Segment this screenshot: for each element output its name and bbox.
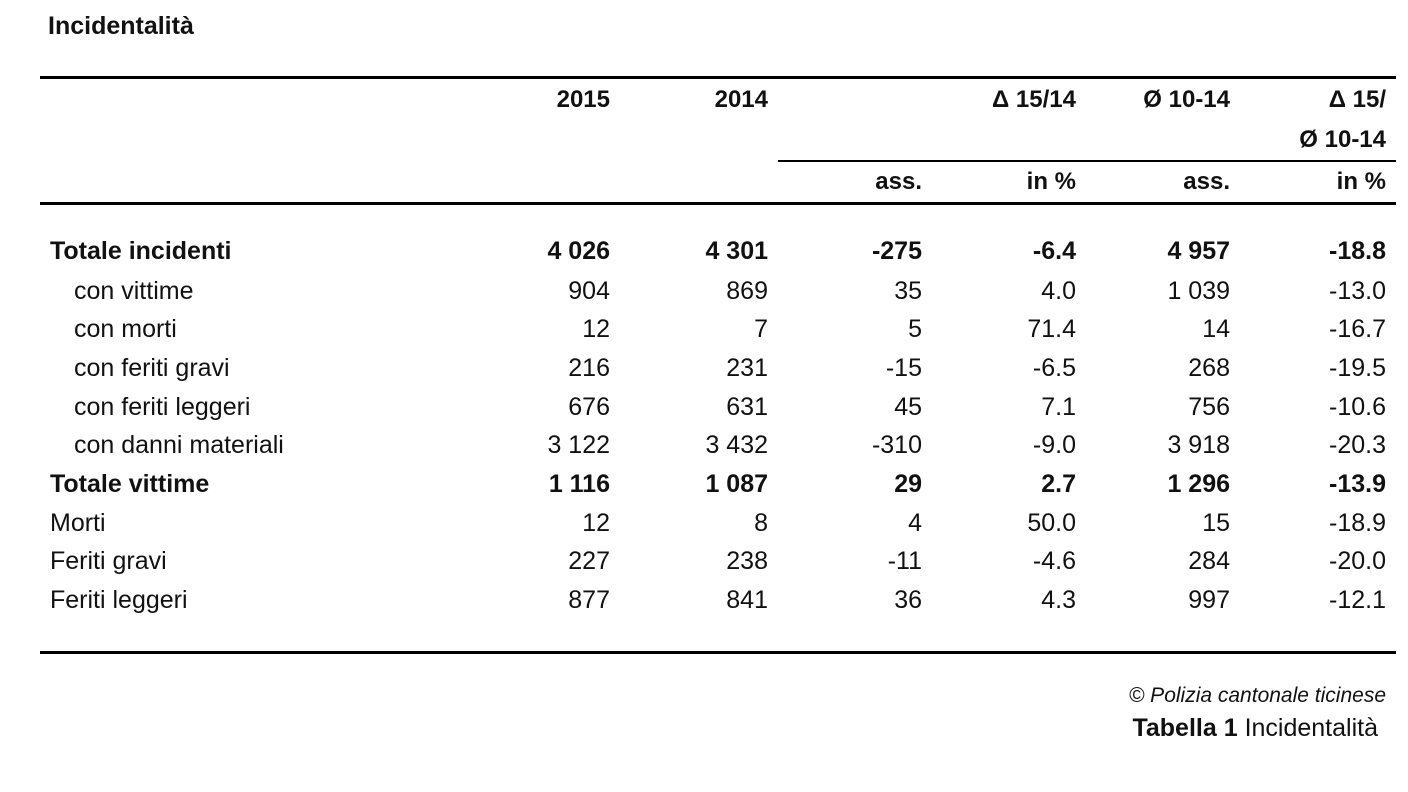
cell-ass: -11 <box>887 547 922 575</box>
cell-avg: 4 957 <box>1167 237 1230 265</box>
cell-2015: 676 <box>568 393 610 421</box>
table-row <box>0 542 1408 581</box>
subheader-rule <box>778 160 1396 162</box>
header-2014: 2014 <box>714 86 768 113</box>
row-label: con feriti gravi <box>74 354 230 382</box>
cell-2014: 869 <box>726 277 768 305</box>
caption-label: Tabella 1 <box>1132 714 1238 742</box>
cell-avg: 14 <box>1202 315 1230 343</box>
cell-ass: 35 <box>894 277 922 305</box>
header-delta-avg-line2: Ø 10-14 <box>1299 126 1386 153</box>
cell-avg: 1 039 <box>1167 277 1230 305</box>
source-credit: © Polizia cantonale ticinese <box>1128 684 1386 707</box>
table-row <box>0 310 1408 349</box>
table-row <box>0 272 1408 311</box>
cell-pct-avg: -16.7 <box>1329 315 1386 343</box>
cell-pct: -6.4 <box>1032 237 1076 265</box>
cell-2015: 12 <box>582 509 610 537</box>
subheader-in-pct: in % <box>1026 168 1076 195</box>
table-row <box>0 465 1408 504</box>
header-2015: 2015 <box>556 86 610 113</box>
row-label: Feriti gravi <box>50 547 167 575</box>
cell-avg: 997 <box>1188 586 1230 614</box>
cell-pct-avg: -20.3 <box>1329 431 1386 459</box>
bottom-rule <box>40 651 1396 654</box>
subheader-ass-avg: ass. <box>1183 168 1230 195</box>
row-label: Totale vittime <box>50 470 210 498</box>
cell-ass: -310 <box>871 431 922 459</box>
cell-ass: 29 <box>894 470 922 498</box>
document-title: Incidentalità <box>48 12 194 40</box>
row-label: Totale incidenti <box>50 237 232 265</box>
cell-2014: 4 301 <box>705 237 768 265</box>
cell-2015: 12 <box>582 315 610 343</box>
cell-2014: 1 087 <box>705 470 768 498</box>
cell-2014: 631 <box>726 393 768 421</box>
cell-pct-avg: -13.9 <box>1329 470 1386 498</box>
cell-pct-avg: -12.1 <box>1329 586 1386 614</box>
cell-pct: -9.0 <box>1032 431 1076 459</box>
header-bottom-rule <box>40 202 1396 205</box>
cell-2014: 841 <box>726 586 768 614</box>
cell-avg: 756 <box>1188 393 1230 421</box>
cell-pct: 71.4 <box>1027 315 1076 343</box>
cell-avg: 268 <box>1188 354 1230 382</box>
header-delta-avg-line1: Δ 15/ <box>1328 86 1386 113</box>
cell-pct-avg: -10.6 <box>1329 393 1386 421</box>
row-label: Feriti leggeri <box>50 586 188 614</box>
table-row <box>0 232 1408 271</box>
cell-2014: 238 <box>726 547 768 575</box>
table-row <box>0 426 1408 465</box>
cell-2014: 231 <box>726 354 768 382</box>
cell-2014: 7 <box>754 315 768 343</box>
cell-2014: 3 432 <box>705 431 768 459</box>
subheader-ass: ass. <box>875 168 922 195</box>
cell-avg: 284 <box>1188 547 1230 575</box>
cell-pct-avg: -13.0 <box>1329 277 1386 305</box>
cell-pct: -4.6 <box>1032 547 1076 575</box>
cell-pct: 50.0 <box>1027 509 1076 537</box>
table-row <box>0 581 1408 620</box>
cell-pct-avg: -18.9 <box>1329 509 1386 537</box>
cell-ass: -275 <box>871 237 922 265</box>
cell-pct: 2.7 <box>1041 470 1076 498</box>
cell-2015: 227 <box>568 547 610 575</box>
cell-2015: 1 116 <box>548 470 610 498</box>
cell-ass: 5 <box>908 315 922 343</box>
cell-2015: 3 122 <box>547 431 610 459</box>
cell-avg: 1 296 <box>1167 470 1230 498</box>
cell-pct: 4.3 <box>1041 586 1076 614</box>
header-avg-10-14: Ø 10-14 <box>1143 86 1230 113</box>
cell-ass: 45 <box>894 393 922 421</box>
cell-2015: 216 <box>568 354 610 382</box>
cell-2015: 877 <box>568 586 610 614</box>
cell-pct: 4.0 <box>1041 277 1076 305</box>
cell-ass: 4 <box>908 509 922 537</box>
cell-ass: 36 <box>894 586 922 614</box>
cell-avg: 3 918 <box>1167 431 1230 459</box>
row-label: con feriti leggeri <box>74 393 251 421</box>
table-row <box>0 504 1408 543</box>
cell-2015: 4 026 <box>547 237 610 265</box>
cell-2015: 904 <box>568 277 610 305</box>
cell-pct-avg: -19.5 <box>1329 354 1386 382</box>
cell-pct: 7.1 <box>1041 393 1076 421</box>
row-label: Morti <box>50 509 106 537</box>
cell-2014: 8 <box>754 509 768 537</box>
table-row <box>0 388 1408 427</box>
row-label: con danni materiali <box>74 431 284 459</box>
row-label: con morti <box>74 315 177 343</box>
cell-pct-avg: -18.8 <box>1329 237 1386 265</box>
table-caption <box>1132 714 1378 743</box>
table-row <box>0 349 1408 388</box>
row-label: con vittime <box>74 277 194 305</box>
cell-pct-avg: -20.0 <box>1329 547 1386 575</box>
cell-avg: 15 <box>1202 509 1230 537</box>
subheader-in-pct-avg: in % <box>1336 168 1386 195</box>
cell-pct: -6.5 <box>1032 354 1076 382</box>
top-rule <box>40 76 1396 79</box>
header-delta-15-14: Δ 15/14 <box>992 86 1076 113</box>
caption-text: Incidentalità <box>1244 714 1378 742</box>
cell-ass: -15 <box>885 354 922 382</box>
